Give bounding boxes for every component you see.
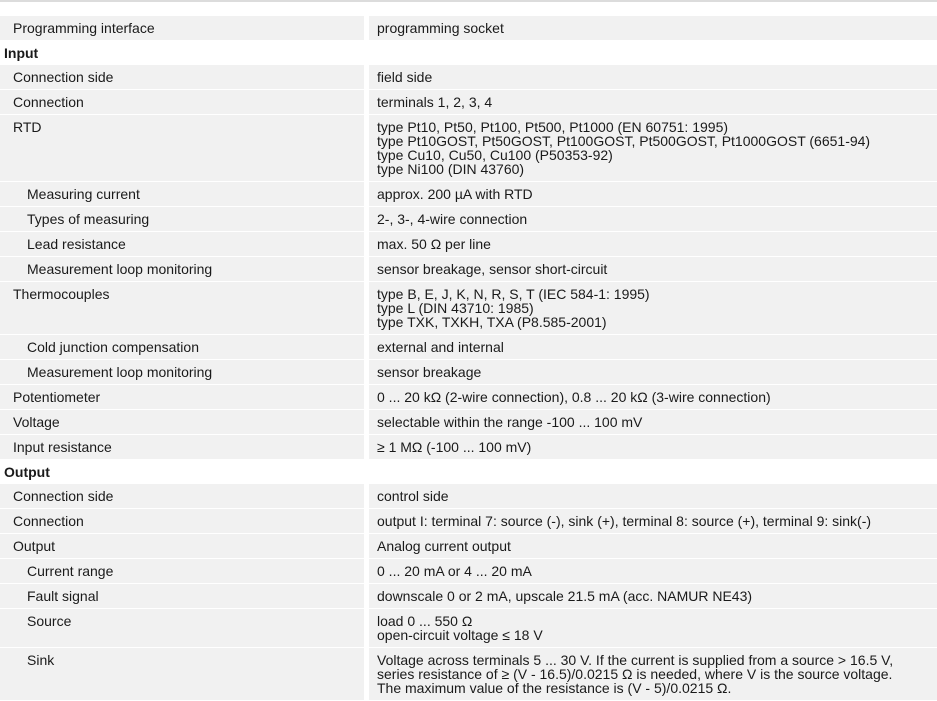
row-label: Programming interface	[13, 20, 155, 36]
value-line: type Pt10GOST, Pt50GOST, Pt100GOST, Pt500GOST, Pt1000GOST (6651-94)	[377, 133, 871, 149]
table-row	[0, 609, 937, 648]
value-line: sensor breakage, sensor short-circuit	[377, 261, 608, 277]
value-line: field side	[377, 69, 433, 85]
row-label: Cold junction compensation	[27, 339, 199, 355]
row-label: Output	[13, 538, 56, 554]
row-value	[369, 385, 937, 409]
value-line: 2-, 3-, 4-wire connection	[377, 211, 528, 227]
table-row	[0, 534, 937, 559]
row-label: Measurement loop monitoring	[27, 261, 213, 277]
table-row	[0, 282, 937, 335]
value-line: programming socket	[377, 20, 504, 36]
table-row	[0, 115, 937, 182]
table-row	[0, 385, 937, 410]
row-value	[369, 257, 937, 281]
row-value	[369, 609, 937, 647]
top-border	[0, 0, 937, 2]
row-value	[369, 90, 937, 114]
row-label: Connection	[13, 94, 84, 110]
row-value	[369, 559, 937, 583]
value-line: external and internal	[377, 339, 504, 355]
value-line: Analog current output	[377, 538, 511, 554]
row-value	[369, 410, 937, 434]
value-line: 0 ... 20 mA or 4 ... 20 mA	[377, 563, 532, 579]
value-line: type TXK, TXKH, TXA (P8.585-2001)	[377, 314, 607, 330]
table-row	[0, 584, 937, 609]
row-value	[369, 534, 937, 558]
row-value	[369, 435, 937, 459]
table-row	[0, 360, 937, 385]
value-line: type L (DIN 43710: 1985)	[377, 300, 534, 316]
value-line: sensor breakage	[377, 364, 482, 380]
value-line: type Ni100 (DIN 43760)	[377, 161, 525, 177]
value-line: 0 ... 20 kΩ (2-wire connection), 0.8 ... 20 kΩ (3-wire connection)	[377, 389, 771, 405]
value-line: series resistance of ≥ (V - 16.5)/0.0215 Ω is needed, where V is the source voltage.	[377, 666, 893, 682]
value-line: terminals 1, 2, 3, 4	[377, 94, 493, 110]
table-row	[0, 410, 937, 435]
row-label: Potentiometer	[13, 389, 101, 405]
row-value	[369, 182, 937, 206]
table-row	[0, 65, 937, 90]
value-line: downscale 0 or 2 mA, upscale 21.5 mA (acc. NAMUR NE43)	[377, 588, 753, 604]
value-line: type Cu10, Cu50, Cu100 (P50353-92)	[377, 147, 613, 163]
section-title: Output	[4, 464, 50, 480]
table-row	[0, 484, 937, 509]
value-line: control side	[377, 488, 449, 504]
row-label: Voltage	[13, 414, 60, 430]
table-row	[0, 335, 937, 360]
section-header	[0, 460, 937, 484]
row-label: Current range	[27, 563, 114, 579]
table-row	[0, 207, 937, 232]
value-line: Voltage across terminals 5 ... 30 V. If the current is supplied from a source > 16.5 V,	[377, 652, 894, 668]
table-row	[0, 435, 937, 460]
row-value	[369, 115, 937, 181]
table-row	[0, 16, 937, 41]
row-value	[369, 207, 937, 231]
row-value	[369, 335, 937, 359]
row-value	[369, 65, 937, 89]
row-label: Input resistance	[13, 439, 112, 455]
specifications-table	[0, 16, 937, 701]
row-label: Source	[27, 613, 72, 629]
section-header	[0, 41, 937, 65]
row-label: Types of measuring	[27, 211, 150, 227]
row-label: Connection	[13, 513, 84, 529]
value-line: type Pt10, Pt50, Pt100, Pt500, Pt1000 (EN 60751: 1995)	[377, 119, 729, 135]
row-value	[369, 584, 937, 608]
table-row	[0, 257, 937, 282]
row-label: Measurement loop monitoring	[27, 364, 213, 380]
row-label: Connection side	[13, 69, 114, 85]
value-line: open-circuit voltage ≤ 18 V	[377, 627, 543, 643]
table-row	[0, 559, 937, 584]
table-row	[0, 90, 937, 115]
row-value	[369, 16, 937, 40]
row-label: Thermocouples	[13, 286, 110, 302]
value-line: The maximum value of the resistance is (V - 5)/0.0215 Ω.	[377, 680, 732, 696]
row-value	[369, 509, 937, 533]
row-value	[369, 232, 937, 256]
section-title: Input	[4, 45, 39, 61]
value-line: type B, E, J, K, N, R, S, T (IEC 584-1: 1995)	[377, 286, 650, 302]
row-label: Measuring current	[27, 186, 140, 202]
row-value	[369, 360, 937, 384]
value-line: load 0 ... 550 Ω	[377, 613, 473, 629]
row-value	[369, 282, 937, 334]
row-value	[369, 648, 937, 700]
value-line: output I: terminal 7: source (-), sink (+), terminal 8: source (+), terminal 9: sink(-)	[377, 513, 872, 529]
value-line: ≥ 1 MΩ (-100 ... 100 mV)	[377, 439, 532, 455]
row-label: Lead resistance	[27, 236, 126, 252]
value-line: max. 50 Ω per line	[377, 236, 491, 252]
value-line: selectable within the range -100 ... 100 mV	[377, 414, 643, 430]
table-row	[0, 509, 937, 534]
row-value	[369, 484, 937, 508]
table-row	[0, 232, 937, 257]
value-line: approx. 200 µA with RTD	[377, 186, 533, 202]
row-label: Fault signal	[27, 588, 99, 604]
row-label: Connection side	[13, 488, 114, 504]
row-label: RTD	[13, 119, 42, 135]
table-row	[0, 648, 937, 701]
row-label: Sink	[27, 652, 55, 668]
table-row	[0, 182, 937, 207]
